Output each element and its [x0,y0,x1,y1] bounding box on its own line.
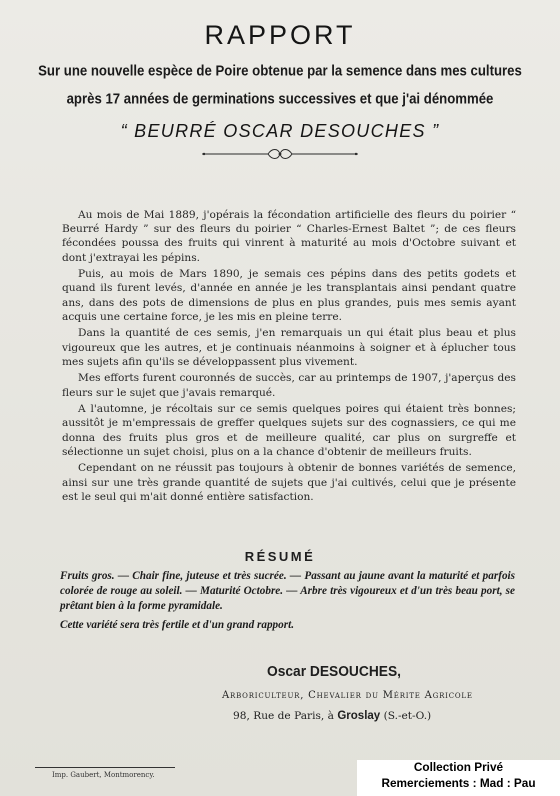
resume-description: Fruits gros. — Chair fine, juteuse et très sucrée. — Passant au jaune avant la maturité et parfois colorée de rouge au soleil. — Maturité Octobre. — Arbre très vigoureux et d'un très beau port, se prêtant bien à la forme pyramidale. [60,570,515,613]
body-paragraph-1: Au mois de Mai 1889, j'opérais la fécondation artificielle des fleurs du poirier “ Beurré Hardy ” sur des fleurs du poirier “ Charles-Ernest Baltet ”; de ces fleurs fécondées poussa des fruits qui vinrent à maturité au mois d'Octobre suivant et dont j'extrayai les pépins. [62,209,516,264]
body-paragraph-6: Cependant on ne réussit pas toujours à obtenir de bonnes variétés de semence, ainsi sur une très grande quantité de sujets que j'ai cultivés, celui que je présente est le seul qui m'ait donné entière satisfaction. [62,462,516,503]
variety-name: “ BEURRÉ OSCAR DESOUCHES ” [120,121,440,141]
printer-imprint: Imp. Gaubert, Montmorency. [52,771,155,779]
collection-watermark [357,760,560,796]
report-body [62,208,516,506]
signature-address [233,710,431,722]
signature-name: Oscar DESOUCHES, [267,664,401,680]
resume-heading: RÉSUMÉ [244,549,316,564]
watermark-line-1: Collection Privé [413,760,504,774]
signature-titles: Arboriculteur, Chevalier du Mérite Agricole [222,690,473,701]
body-paragraph-4: Mes efforts furent couronnés de succès, car au printemps de 1907, j'aperçus des fleurs sur le sujet que j'avais remarqué. [62,372,516,399]
body-paragraph-5: A l'automne, je récoltais sur ce semis quelques poires qui étaient très bonnes; aussitôt je m'empressais de greffer quelques sujets sur des cognassiers, ce qui me donna des fruits plus gros et de meilleure qualité, car plus on surgreffe et sélectionne un sujet choisi, plus on a la chance d'obtenir de meilleurs fruits. [62,403,516,458]
body-paragraph-2: Puis, au mois de Mars 1890, je semais ces pépins dans des petits godets et quand ils furent levés, d'année en année je les transplantais ainsi pendant quatre ans, dans des pots de dimensions de plus en plus grandes, puis mes semis ayant acquis une certaine force, je les mis en pleine terre. [62,268,516,323]
scroll-ornament-divider-icon [200,147,360,161]
subtitle-line-2: après 17 années de germinations successives et que j'ai dénommée [66,89,494,108]
address-prefix: 98, Rue de Paris, à [233,710,334,722]
address-suffix: (S.-et-O.) [383,710,432,722]
subtitle-line-1: Sur une nouvelle espèce de Poire obtenue par la semence dans mes cultures [38,61,522,80]
document-title: RAPPORT [204,20,356,50]
resume-conclusion: Cette variété sera très fertile et d'un grand rapport. [60,618,294,631]
watermark-line-2: Remerciements : Mad : Pau [381,775,536,790]
body-paragraph-3: Dans la quantité de ces semis, j'en remarquais un qui était plus beau et plus vigoureux que les autres, et je continuais néanmoins à soigner et à éplucher tous mes sujets afin qu'ils se développassent plus vivement. [62,327,516,368]
address-town: Groslay [337,710,381,722]
printer-rule [35,767,175,768]
resume-section [60,569,515,633]
